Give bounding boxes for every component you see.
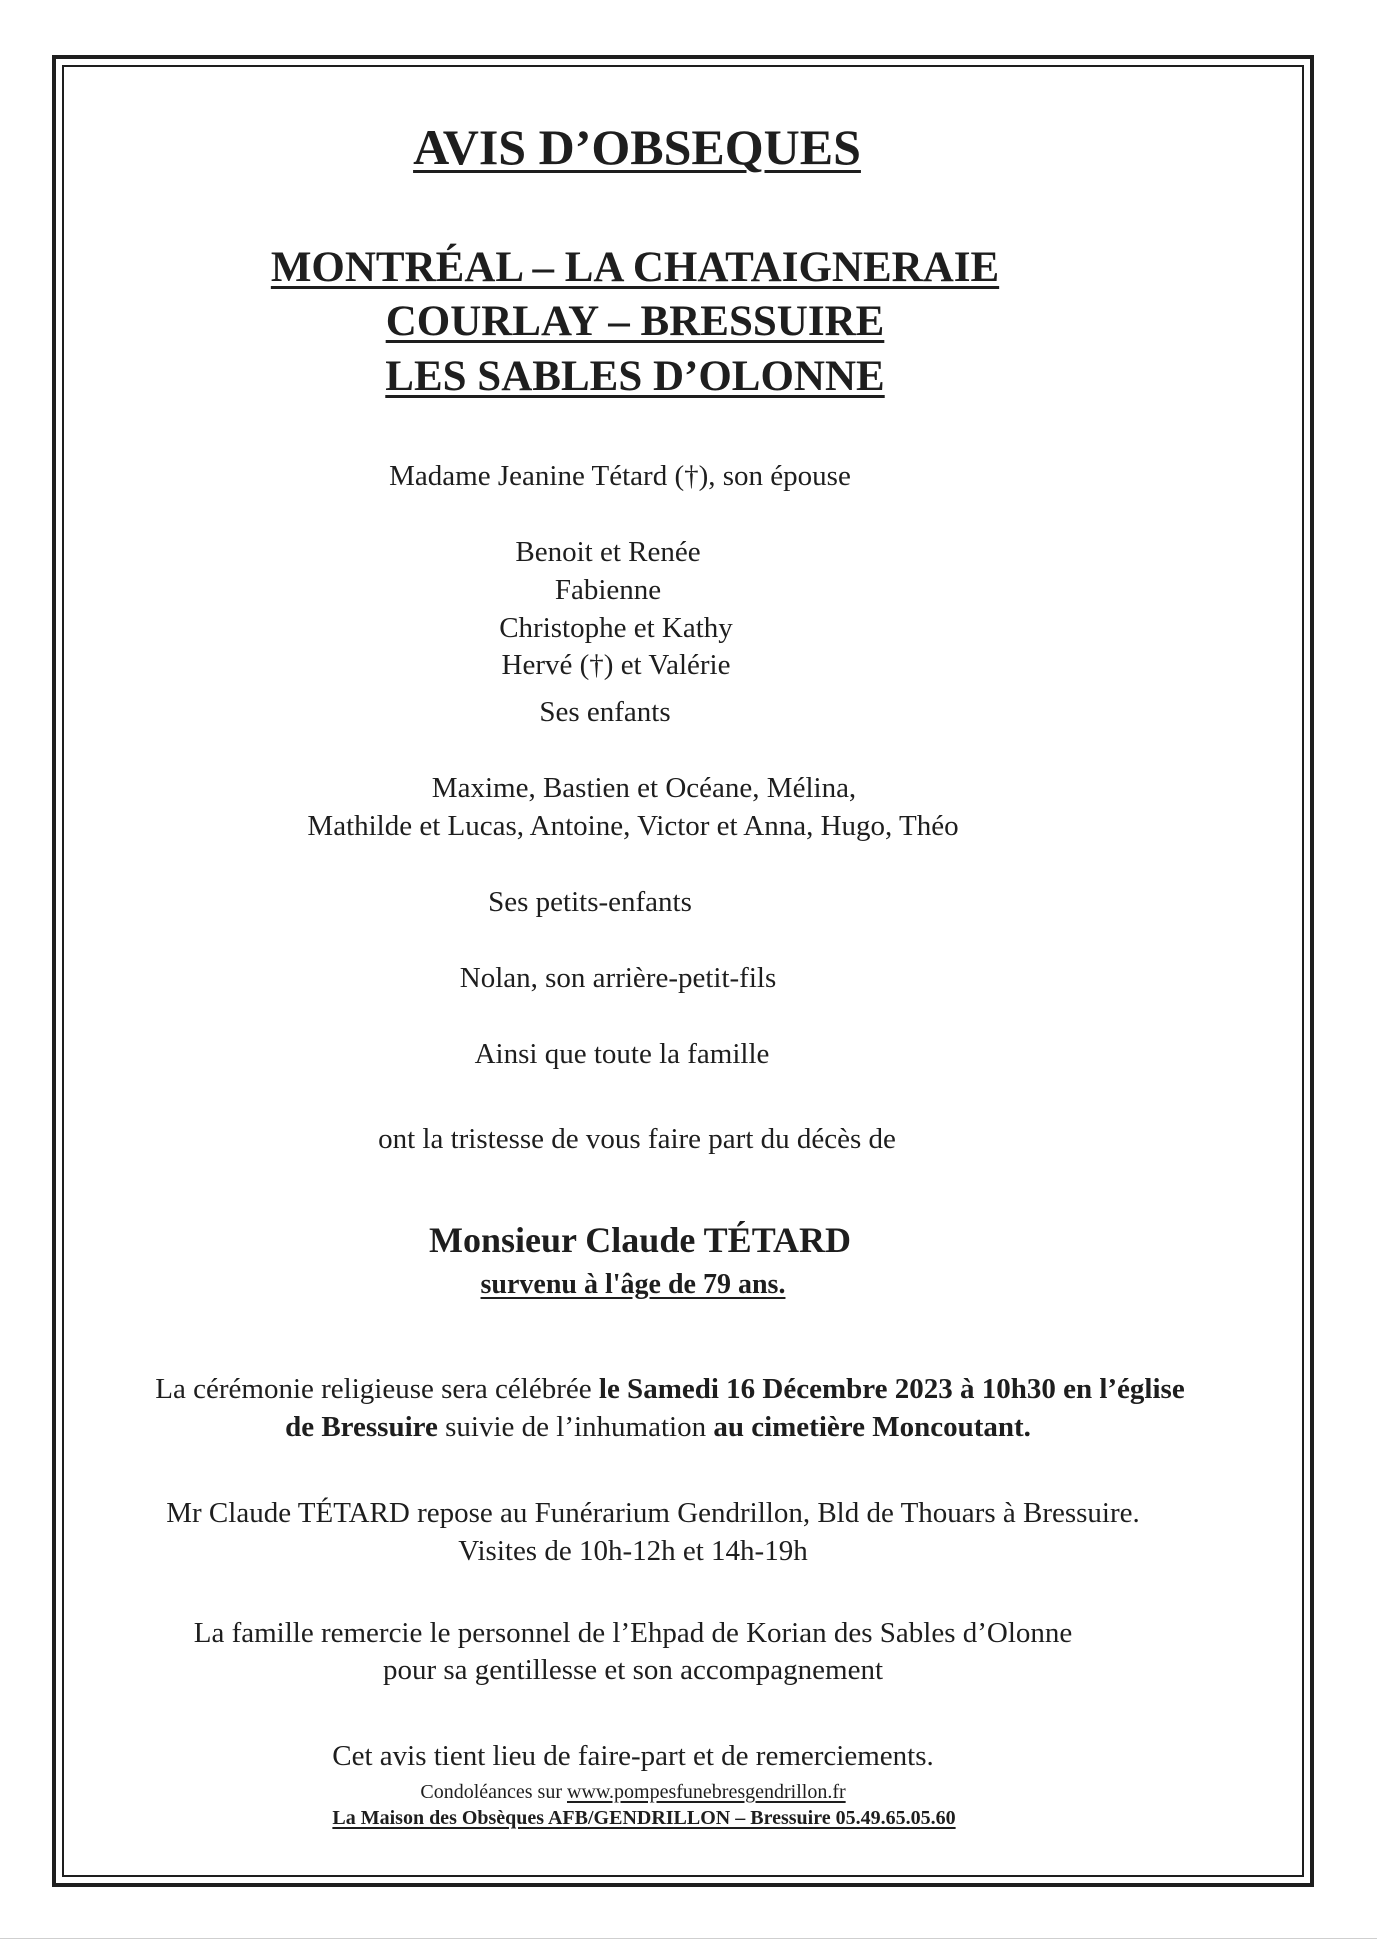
notice-line: Cet avis tient lieu de faire-part et de remerciements. [332, 1740, 934, 1772]
ceremony-date-place: le Samedi 16 Décembre 2023 à 10h30 en l’église [598, 1373, 1185, 1405]
ceremony-text-2: suivie de l’inhumation [437, 1411, 714, 1443]
place-line-2: COURLAY – BRESSUIRE [385, 298, 885, 345]
child-line-3: Christophe et Kathy [499, 612, 733, 644]
family-line: Ainsi que toute la famille [474, 1038, 770, 1070]
deceased-name: Monsieur Claude TÉTARD [428, 1220, 852, 1260]
condolences-prefix: Condoléances sur [420, 1781, 567, 1803]
rest-line-1: Mr Claude TÉTARD repose au Funérarium Gendrillon, Bld de Thouars à Bressuire. [166, 1497, 1140, 1529]
grandchildren-line-1: Maxime, Bastien et Océane, Mélina, [431, 772, 857, 804]
place-line-1: MONTRÉAL – LA CHATAIGNERAIE [270, 244, 1000, 291]
ceremony-cemetery: au cimetière Moncoutant. [713, 1411, 1031, 1443]
thanks-line-2: pour sa gentillesse et son accompagnement [382, 1654, 884, 1686]
condolences-link[interactable]: www.pompesfunebresgendrillon.fr [567, 1781, 846, 1803]
notice-title: AVIS D’OBSEQUES [413, 119, 861, 175]
funeral-home-footer: La Maison des Obsèques AFB/GENDRILLON – Bressuire 05.49.65.05.60 [332, 1807, 956, 1829]
place-line-3: LES SABLES D’OLONNE [385, 353, 885, 400]
child-line-2: Fabienne [554, 574, 662, 606]
grandchildren-label: Ses petits-enfants [488, 886, 692, 918]
ceremony-line-2 [285, 1413, 1031, 1442]
ceremony-line-1 [155, 1375, 1184, 1404]
grandchildren-line-2: Mathilde et Lucas, Antoine, Victor et Anna, Hugo, Théo [307, 810, 959, 842]
rest-line-2: Visites de 10h-12h et 14h-19h [458, 1535, 808, 1567]
announcement-line: ont la tristesse de vous faire part du décès de [378, 1123, 896, 1155]
scan-edge-line [0, 1938, 1377, 1939]
spouse-line: Madame Jeanine Tétard (†), son épouse [389, 460, 851, 492]
great-grandchild-line: Nolan, son arrière-petit-fils [459, 962, 777, 994]
condolences-line [420, 1782, 845, 1802]
thanks-line-1: La famille remercie le personnel de l’Ehpad de Korian des Sables d’Olonne [193, 1617, 1073, 1649]
children-label: Ses enfants [539, 696, 671, 728]
ceremony-text-1: La cérémonie religieuse sera célébrée [155, 1373, 599, 1405]
child-line-1: Benoit et Renée [515, 536, 701, 568]
ceremony-church-town: de Bressuire [285, 1411, 438, 1443]
age-line: survenu à l'âge de 79 ans. [480, 1269, 786, 1300]
child-line-4: Hervé (†) et Valérie [501, 649, 731, 681]
